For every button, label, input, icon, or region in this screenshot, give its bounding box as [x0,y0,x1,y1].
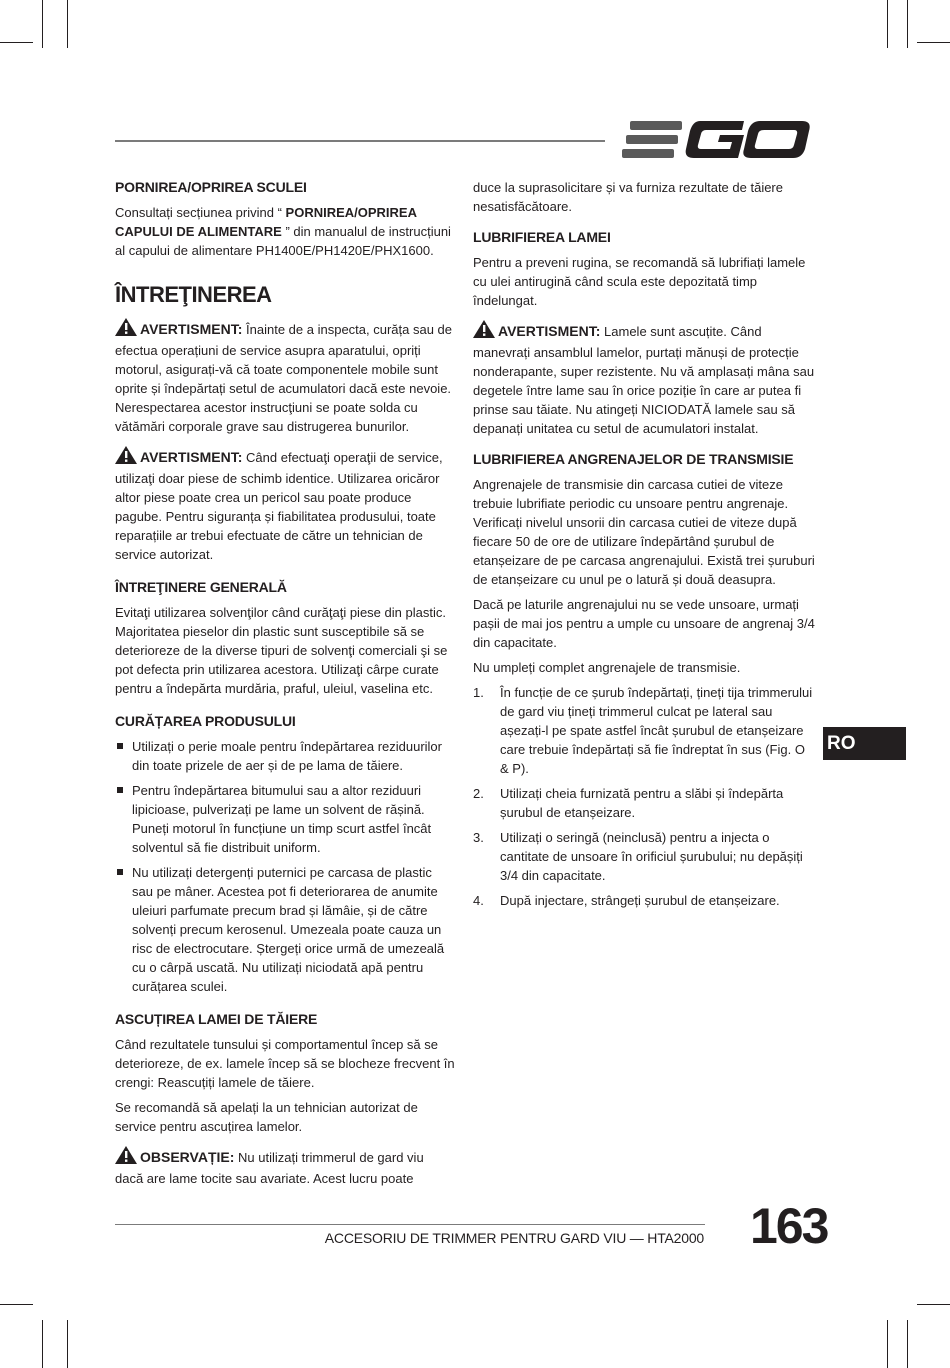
warning-icon [115,318,137,341]
crop-mark [907,1320,908,1368]
warning-icon [473,320,495,343]
step-text: În funcție de ce șurub îndepărtați, țineți tija trimmerului de gard viu țineți trimmerul culcat pe lateral sau așezați-l pe spate astfel încât șurubul de etanșeizare care trebuie îndepărtați să fie îndreptat în sus (Fig. O & P). [500,685,813,776]
list-item [115,863,455,996]
paragraph-gear-3: Nu umpleți complet angrenajele de transmisie. [473,660,741,675]
bullet-square-icon [117,869,123,875]
warning-icon [115,446,137,469]
list-item [473,683,815,778]
text: Consultați secțiunea privind “ [115,205,286,220]
step-number: 1. [473,685,484,700]
text-bold: PORNIREA/OPRIREA CAPULUI DE ALIMENTARE [115,205,417,239]
warning-text: Lamele sunt ascuțite. Când manevrați ansamblul lamelor, purtați mănuși de protecție nonderapante, super rezistente. Nu vă amplasați mâna sau degetele între lame sau în orice poziție în care ar putea fi prinse sau tăiate. Nu atingeți NICIODATĂ lamele sau să depanați unitatea cu setul de acumulatori instalat. [473,324,815,436]
list-item [115,737,455,775]
paragraph-gear-2: Dacă pe laturile angrenajului nu se vede unsoare, urmați pașii de mai jos pentru a umple cu unsoare de angrenaj 3/4 din capacitate. [473,597,815,650]
language-tab: RO [823,727,906,760]
crop-mark [907,0,908,48]
warning-icon [115,1146,137,1169]
header-rule [115,140,605,142]
crop-mark [42,1320,43,1368]
crop-mark [887,1320,888,1368]
section-heading-blade-lubrication: LUBRIFIEREA LAMEI [473,229,611,245]
paragraph-sharpening-2: Se recomandă să apelați la un tehnician autorizat de service pentru ascuțirea lamelor. [115,1100,418,1134]
crop-mark [887,0,888,48]
section-heading-start-stop: PORNIREA/OPRIREA SCULEI [115,179,307,195]
section-heading-cleaning: CURĂȚAREA PRODUSULUI [115,713,296,729]
step-number: 2. [473,786,484,801]
gear-steps-list [473,683,815,910]
paragraph-general-maintenance: Evitaţi utilizarea solvenţilor când curăţaţi piese din plastic. Majoritatea pieselor din plastic sunt susceptibile să se deterioreze de la diverse tipuri de solvenţi comerciali şi se pot defecta prin utilizarea acestora. Utilizaţi cârpe curate pentru a îndepărta murdăria, praful, uleiul, vaselina etc. [115,605,448,696]
left-column [115,178,455,1194]
paragraph-sharpening-1: Când rezultatele tunsului și comportamentul încep să se deterioreze, de ex. lamele încep să se blocheze frecvent în crengi: Reascuțiți lamele de tăiere. [115,1037,455,1090]
warning-paragraph-2 [115,446,455,564]
crop-mark [0,42,33,43]
warning-text: Înainte de a inspecta, curăța sau de efectua operațiuni de service asupra aparatului, opriți motorul, asigurați-vă că toate componentele mobile sunt oprite și îndepărtați setul de acumulatori dacă este nevoie. Nerespectarea acestor instrucţiuni se poate solda cu vătămări corporale grave sau distrugerea bunurilor. [115,322,453,434]
crop-mark [42,0,43,48]
ego-logo [622,119,810,166]
section-heading-general-maintenance: ÎNTREŢINERE GENERALĂ [115,579,287,595]
warning-paragraph-1 [115,318,455,436]
step-text: Utilizați cheia furnizată pentru a slăbi și îndepărta șurubul de etanșeizare. [500,786,784,820]
step-number: 4. [473,893,484,908]
warning-text: Când efectuaţi operaţii de service, utilizaţi doar piese de schimb identice. Utilizarea oricăror altor piese poate crea un pericol sau poate produce pagube. Pentru siguranța și fiabilitatea produsului, toate reparațiile ar trebui efectuate de către un tehnician de service autorizat. [115,450,443,562]
paragraph-continued: duce la suprasolicitare și va furniza rezultate de tăiere nesatisfăcătoare. [473,180,783,214]
main-heading-maintenance: ÎNTREŢINEREA [115,282,272,307]
bullet-square-icon [117,787,123,793]
observation-paragraph [115,1146,455,1188]
list-item [473,828,815,885]
list-item-text: Pentru îndepărtarea bitumului sau a altor reziduuri lipicioase, pulverizați pe lame un solvent de rășină. Puneți motorul în funcțiune un timp scurt astfel încât solventul să fie distribuit uniform. [132,783,432,855]
list-item-text: Utilizați o perie moale pentru îndepărtarea reziduurilor din toate prizele de aer și de pe lama de tăiere. [132,739,442,773]
crop-mark [0,1304,33,1305]
warning-paragraph-3 [473,320,815,438]
text: ” din manualul de instrucțiuni al capului de alimentare PH1400E/PH1420E/PHX1600. [115,224,451,258]
section-heading-sharpening: ASCUȚIREA LAMEI DE TĂIERE [115,1011,318,1027]
crop-mark [67,1320,68,1368]
paragraph-blade-lubrication: Pentru a preveni rugina, se recomandă să lubrifiați lamele cu ulei antirugină când scula este depozitată timp îndelungat. [473,255,806,308]
observation-text: Nu utilizați trimmerul de gard viu dacă are lame tocite sau avariate. Acest lucru poate [115,1150,424,1186]
paragraph-start-stop [115,203,455,260]
step-text: După injectare, strângeți șurubul de etanșeizare. [500,893,780,908]
warning-label: AVERTISMENT: [140,321,243,337]
page-number: 163 [750,1198,828,1254]
footer-title: ACCESORIU DE TRIMMER PENTRU GARD VIU — HTA2000 [324,1230,704,1246]
paragraph-gear-1: Angrenajele de transmisie din carcasa cutiei de viteze trebuie lubrifiate periodic cu unsoare pentru angrenaje. Verificați nivelul unsorii din carcasa cutiei de viteze după fiecare 50 de ore de utilizare îndepărtând șurubul de etanșeizare de pe carcasa angrenajului. Există trei șuruburi de etanșeizare cu unul pe o latură și două deasupra. [473,477,815,587]
observation-label: OBSERVAȚIE: [140,1149,235,1165]
cleaning-bullet-list [115,737,455,996]
list-item-text: Nu utilizați detergenți puternici pe carcasa de plastic sau pe mâner. Acestea pot fi deteriorarea de anumite uleiuri parfumate precum brad și lămâie, și de către solvenți precum kerosenul. Umezeala poate cauza un risc de electrocutare. Ștergeți orice urmă de umezeală cu o cârpă uscată. Nu utilizați niciodată apă pentru curățarea sculei. [132,865,445,994]
list-item [473,784,815,822]
list-item [473,891,815,910]
step-number: 3. [473,830,484,845]
crop-mark [67,0,68,48]
footer-rule [115,1224,705,1225]
right-column [473,178,815,916]
list-item [115,781,455,857]
crop-mark [917,1304,950,1305]
section-heading-gear-lubrication: LUBRIFIEREA ANGRENAJELOR DE TRANSMISIE [473,451,794,467]
step-text: Utilizați o seringă (neinclusă) pentru a injecta o cantitate de unsoare în orificiul șurubului; nu depășiți 3/4 din capacitate. [500,830,803,883]
bullet-square-icon [117,743,123,749]
warning-label: AVERTISMENT: [498,323,601,339]
crop-mark [917,42,950,43]
warning-label: AVERTISMENT: [140,449,243,465]
